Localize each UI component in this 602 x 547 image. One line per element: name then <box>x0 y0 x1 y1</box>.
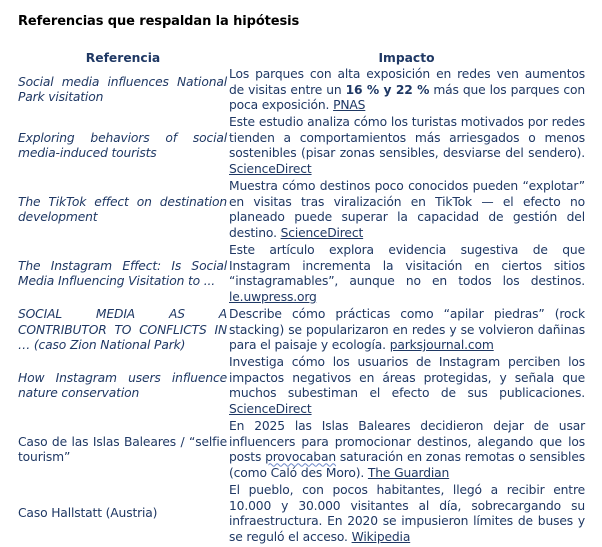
references-table <box>18 50 585 547</box>
source-link[interactable]: parksjournal.com <box>389 338 494 353</box>
source-link[interactable]: ScienceDirect <box>229 162 312 177</box>
impact-text-part: saturación en zonas remotas o sensibles (como Caló des Moro). <box>229 450 585 480</box>
impact-text <box>228 307 585 355</box>
impact-text-part: Este artículo explora evidencia sugestiva de que Instagram incrementa la visitación en ciertos sitios “instagramables”, aunque no en todos los destinos. <box>229 243 585 289</box>
table-row <box>18 115 585 179</box>
source-link[interactable]: The Guardian <box>367 465 450 480</box>
reference-title: The Instagram Effect: Is Social Media Influencing Visitation to ... <box>18 258 227 289</box>
source-link[interactable]: Wikipedia <box>351 529 411 544</box>
impact-highlight: 16 % y 22 % <box>345 82 430 97</box>
impact-text-part: Muestra cómo destinos poco conocidos pueden “explotar” en visitas tras viralización en TikTok — el efecto no planeado puede superar la capacidad de gestión del destino. <box>229 179 585 240</box>
table-row <box>18 179 585 243</box>
impact-text-part: Este estudio analiza cómo los turistas motivados por redes tienden a comportamientos más arriesgados o menos sostenibles (pisar zonas sensibles, desviarse del sendero). <box>229 115 585 161</box>
table-row <box>18 419 585 483</box>
reference-title: Caso de las Islas Baleares / “selfie tourism” <box>18 434 227 465</box>
impact-text <box>228 179 585 243</box>
impact-text-part: Investiga cómo los usuarios de Instagram perciben los impactos negativos en áreas protegidas, y señala que muchos subestiman el efecto de sus publicaciones. <box>229 355 585 401</box>
impact-text-part: El pueblo, con pocos habitantes, llegó a recibir entre 10.000 y 30.000 visitantes al día, sobrecargando su infraestructura. En 2020 se impusieron límites de buses y se reguló el acceso. <box>229 482 585 544</box>
impact-text-part: Los parques con alta exposición en redes ven aumentos de visitas entre un <box>229 67 585 97</box>
impact-text <box>228 243 585 307</box>
impact-text <box>228 355 585 419</box>
source-link[interactable]: le.uwpress.org <box>229 289 317 304</box>
header-impacto: Impacto <box>378 51 435 65</box>
reference-title: Exploring behaviors of social media-induced tourists <box>18 130 227 161</box>
impact-text-part: más que los parques con poca exposición. <box>229 82 586 113</box>
impact-text-part: Describe cómo prácticas como “apilar piedras” (rock stacking) se popularizaron en redes y se volvieron dañinas para el paisaje y ecología. <box>229 306 585 353</box>
section-title: Referencias que respaldan la hipótesis <box>18 14 300 29</box>
spellcheck-word[interactable]: provocaban <box>265 450 336 465</box>
source-link[interactable]: ScienceDirect <box>229 401 312 416</box>
table-row <box>18 67 585 115</box>
reference-title: The TikTok effect on destination development <box>18 194 227 225</box>
table-header-row <box>18 50 585 67</box>
table-row <box>18 355 585 419</box>
impact-text <box>228 67 585 115</box>
reference-title: Caso Hallstatt (Austria) <box>18 506 158 521</box>
table-row <box>18 243 585 307</box>
impact-text <box>228 419 585 483</box>
header-referencia: Referencia <box>85 51 161 65</box>
source-link[interactable]: PNAS <box>333 98 366 113</box>
source-link[interactable]: ScienceDirect <box>280 225 364 240</box>
impact-text <box>228 115 585 179</box>
reference-title: SOCIAL MEDIA AS A CONTRIBUTOR TO CONFLICTS IN … (caso Zion National Park) <box>18 306 227 353</box>
impact-text-part: En 2025 las Islas Baleares decidieron dejar de usar influencers para promocionar destinos, alegando que los posts <box>229 419 585 465</box>
reference-title: Social media influences National Park visitation <box>18 74 227 105</box>
reference-title: How Instagram users influence nature conservation <box>18 370 227 401</box>
table-row <box>18 307 585 355</box>
table-row <box>18 483 585 547</box>
impact-text <box>228 483 585 547</box>
